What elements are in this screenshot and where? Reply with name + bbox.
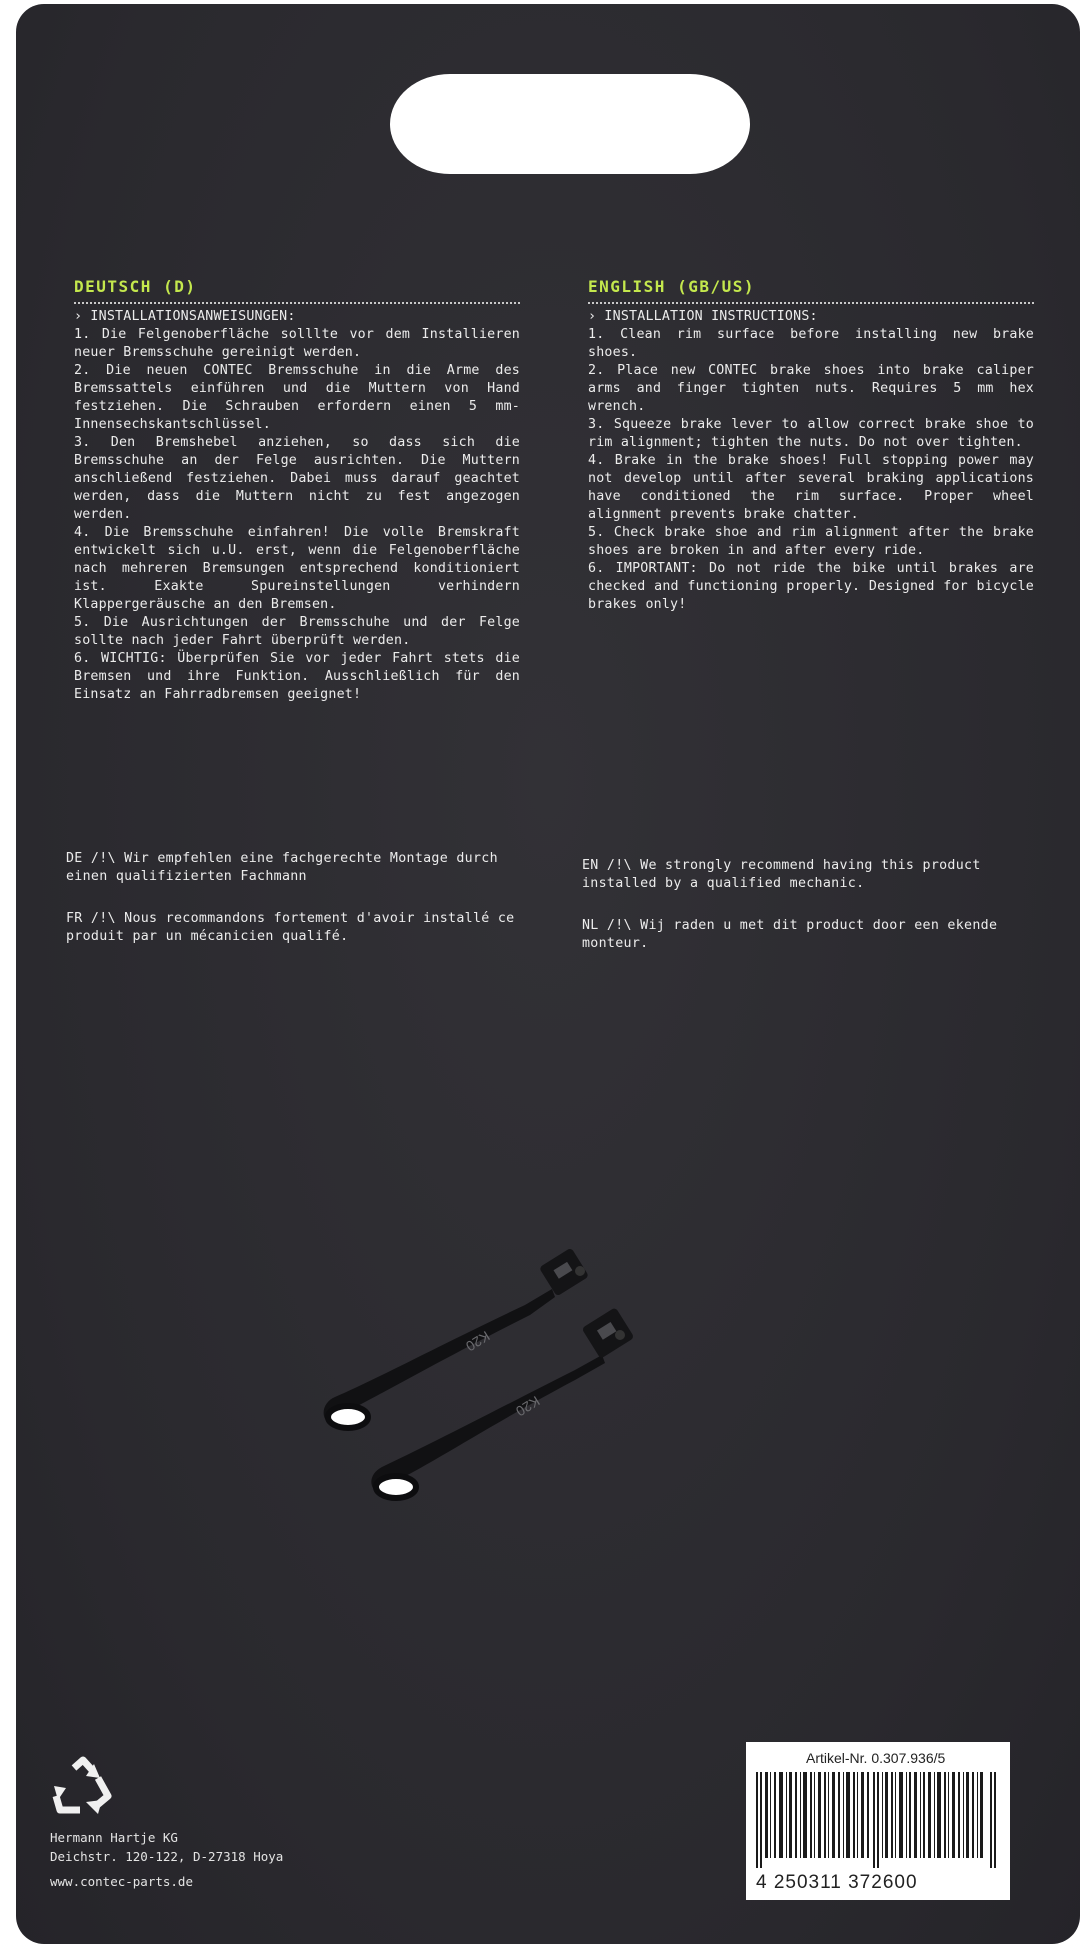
recycle-icon xyxy=(50,1756,116,1818)
german-step-2: 2. Die neuen CONTEC Bremsschuhe in die Arme des Bremssattels einführen und die Muttern von Hand festziehen. Die Schrauben erfordern einen 5 mm-Innensechskantschlüssel. xyxy=(74,363,520,432)
german-heading: DEUTSCH (D) xyxy=(74,278,520,304)
german-step-6: 6. WICHTIG: Überprüfen Sie vor jeder Fahrt stets die Bremsen und ihre Funktion. Ausschließlich für den Einsatz an Fahrradbremsen geeignet! xyxy=(74,651,520,702)
english-step-2: 2. Place new CONTEC brake shoes into brake caliper arms and finger tighten nuts. Requires 5 mm hex wrench. xyxy=(588,363,1034,414)
german-step-4: 4. Die Bremsschuhe einfahren! Die volle Bremskraft entwickelt sich u.U. erst, wenn die Felgenoberfläche nach mehreren Bremsungen entsprechend konditioniert ist. Exakte Spureinstellungen verhindern Klappergeräusche an den Bremsen. xyxy=(74,525,520,612)
english-step-5: 5. Check brake shoe and rim alignment after the brake shoes are broken in and after every ride. xyxy=(588,525,1034,558)
english-heading: ENGLISH (GB/US) xyxy=(588,278,1034,304)
warning-de: DE /!\ Wir empfehlen eine fachgerechte Montage durch einen qualifizierten Fachmann xyxy=(66,851,498,884)
barcode-bars xyxy=(756,1772,1000,1868)
warning-nl: NL /!\ Wij raden u met dit product door een ekende monteur. xyxy=(582,918,998,951)
english-step-4: 4. Brake in the brake shoes! Full stopping power may not develop until after several braking applications have conditioned the rim surface. Proper wheel alignment prevents brake chatter. xyxy=(588,453,1034,522)
cable-tie-2 xyxy=(371,1307,634,1498)
german-instructions xyxy=(74,278,520,704)
warning-en: EN /!\ We strongly recommend having this product installed by a qualified mechanic. xyxy=(582,858,981,891)
barcode-digits: 4 250311 372600 xyxy=(756,1872,918,1893)
cable-tie-1 xyxy=(324,1248,590,1428)
street-address: Deichstr. 120-122, D-27318 Hoya xyxy=(50,1849,284,1864)
english-step-3: 3. Squeeze brake lever to allow correct brake shoe to rim alignment; tighten the nuts. Do not over tighten. xyxy=(588,417,1034,450)
manufacturer-address xyxy=(50,1828,283,1891)
tie-1-label: K20 xyxy=(463,1327,493,1355)
tie-2-label: K20 xyxy=(513,1392,543,1420)
warning-fr: FR /!\ Nous recommandons fortement d'avoir installé ce produit par un mécanicien qualifé. xyxy=(66,911,515,944)
german-subheading: › INSTALLATIONSANWEISUNGEN: xyxy=(74,309,296,324)
barcode-label xyxy=(746,1742,1010,1900)
english-subheading: › INSTALLATION INSTRUCTIONS: xyxy=(588,309,818,324)
company-name: Hermann Hartje KG xyxy=(50,1830,178,1845)
article-number: Artikel-Nr. 0.307.936/5 xyxy=(806,1750,946,1766)
english-step-6: 6. IMPORTANT: Do not ride the bike until brakes are checked and functioning properly. Designed for bicycle brakes only! xyxy=(588,561,1034,612)
german-step-3: 3. Den Bremshebel anziehen, so dass sich die Bremsschuhe an der Felge ausrichten. Die Muttern anschließend festziehen. Dabei muss darauf geachtet werden, dass die Muttern nicht zu fest angezogen werden. xyxy=(74,435,520,522)
website: www.contec-parts.de xyxy=(50,1874,193,1889)
hang-hole xyxy=(390,74,750,174)
cable-ties xyxy=(320,1185,740,1515)
english-instructions xyxy=(588,278,1034,614)
english-step-1: 1. Clean rim surface before installing new brake shoes. xyxy=(588,327,1034,360)
german-step-5: 5. Die Ausrichtungen der Bremsschuhe und der Felge sollte nach jeder Fahrt überprüft werden. xyxy=(74,615,520,648)
german-step-1: 1. Die Felgenoberfläche solllte vor dem Installieren neuer Bremsschuhe gereinigt werden. xyxy=(74,327,520,360)
